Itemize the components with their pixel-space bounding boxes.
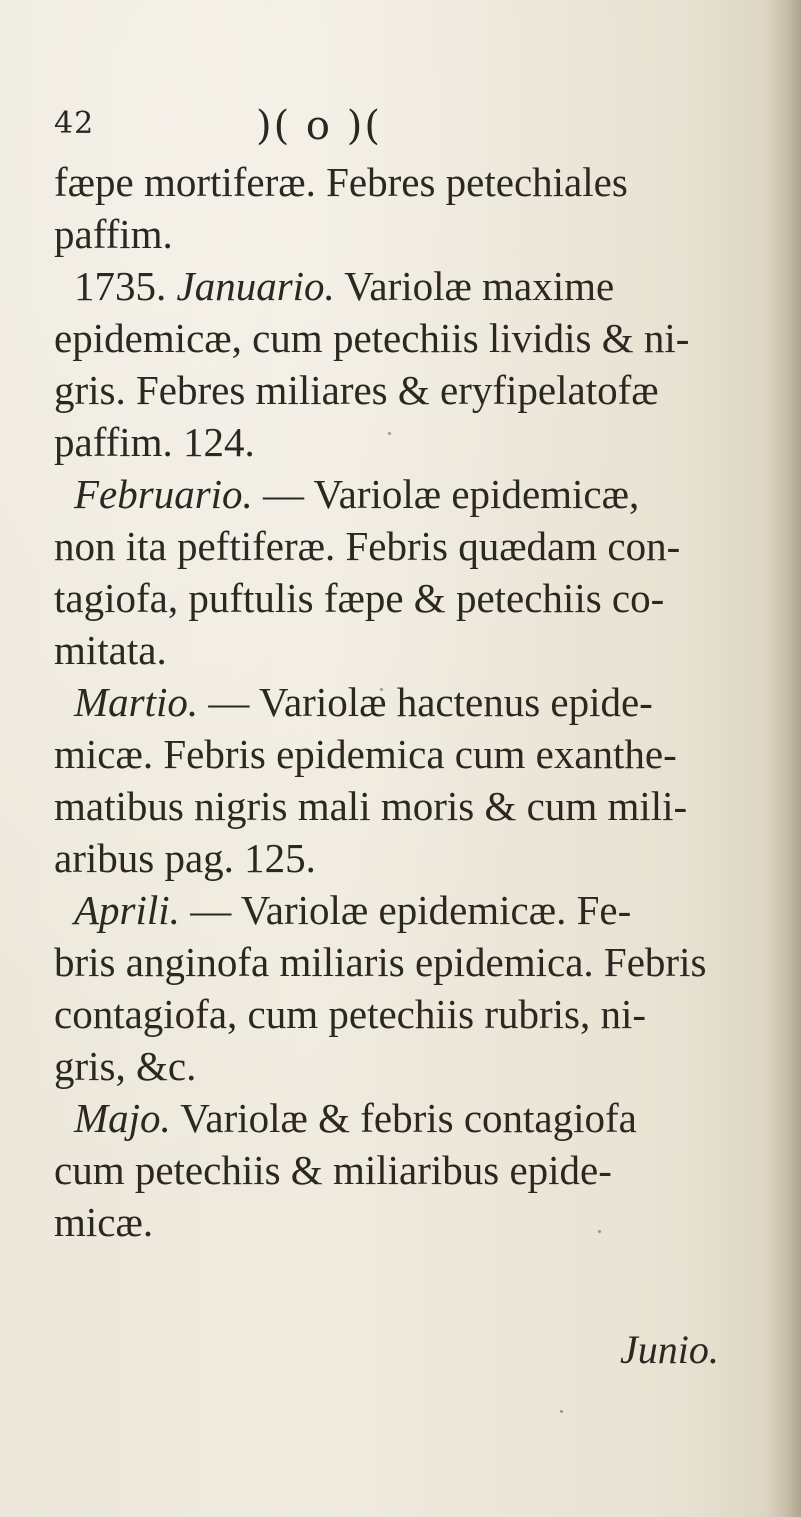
body-text [54,156,754,1248]
text-line [54,520,754,572]
text-line [54,832,754,884]
line-text: paffim. [54,211,173,257]
line-text: — Variolæ epidemicæ. Fe- [179,887,632,933]
entry-month: Januario. [176,263,335,309]
text-line [54,312,754,364]
text-line [54,728,754,780]
text-line [54,780,754,832]
text-line [54,416,754,468]
paper-speck [388,432,391,435]
line-text: paffim. 124. [54,419,255,465]
text-line [54,156,754,208]
entry-majo [54,1092,754,1144]
text-line [54,1196,754,1248]
paper-speck [598,1230,601,1233]
line-text: micæ. [54,1199,154,1245]
entry-month: Martio. [74,679,199,725]
entry-martio [54,676,754,728]
line-text: non ita peftiferæ. Febris quædam con- [54,523,681,569]
text-line [54,1040,754,1092]
page-number: 42 [54,106,95,141]
paper-speck [380,688,383,691]
entry-year: 1735. [74,263,177,309]
line-text: gris, &c. [54,1043,197,1089]
line-text: tagiofa, puftulis fæpe & petechiis co- [54,575,665,621]
line-text: bris anginofa miliaris epidemica. Febris [54,939,707,985]
entry-februario [54,468,754,520]
line-text: Variolæ maxime [334,263,615,309]
line-text: micæ. Febris epidemica cum exanthe- [54,731,677,777]
page-edge-shadow [765,0,801,1517]
line-text: contagiofa, cum petechiis rubris, ni- [54,991,647,1037]
line-text: gris. Febres miliares & eryfipelatofæ [54,367,659,413]
text-line [54,1144,754,1196]
text-line [54,936,754,988]
line-text: Variolæ & febris contagiofa [170,1095,637,1141]
entry-aprili [54,884,754,936]
line-text: — Variolæ epidemicæ, [252,471,640,517]
text-line [54,364,754,416]
line-text: epidemicæ, cum petechiis lividis & ni- [54,315,690,361]
entry-month: Majo. [74,1095,171,1141]
line-text: — Variolæ hactenus epide- [198,679,653,725]
header-ornament: )( o )( [256,103,382,149]
line-text: aribus pag. 125. [54,835,316,881]
text-line [54,988,754,1040]
line-text: cum petechiis & miliaribus epide- [54,1147,612,1193]
line-text: mitata. [54,627,167,673]
line-text: matibus nigris mali moris & cum mili- [54,783,688,829]
paper-speck [560,1410,563,1413]
text-line [54,624,754,676]
catchword: Junio. [620,1327,719,1372]
entry-month: Aprili. [74,887,180,933]
entry-month: Februario. [74,471,253,517]
text-line [54,572,754,624]
line-text: fæpe mortiferæ. Febres petechiales [54,159,628,205]
entry-januario [54,260,754,312]
text-line [54,208,754,260]
